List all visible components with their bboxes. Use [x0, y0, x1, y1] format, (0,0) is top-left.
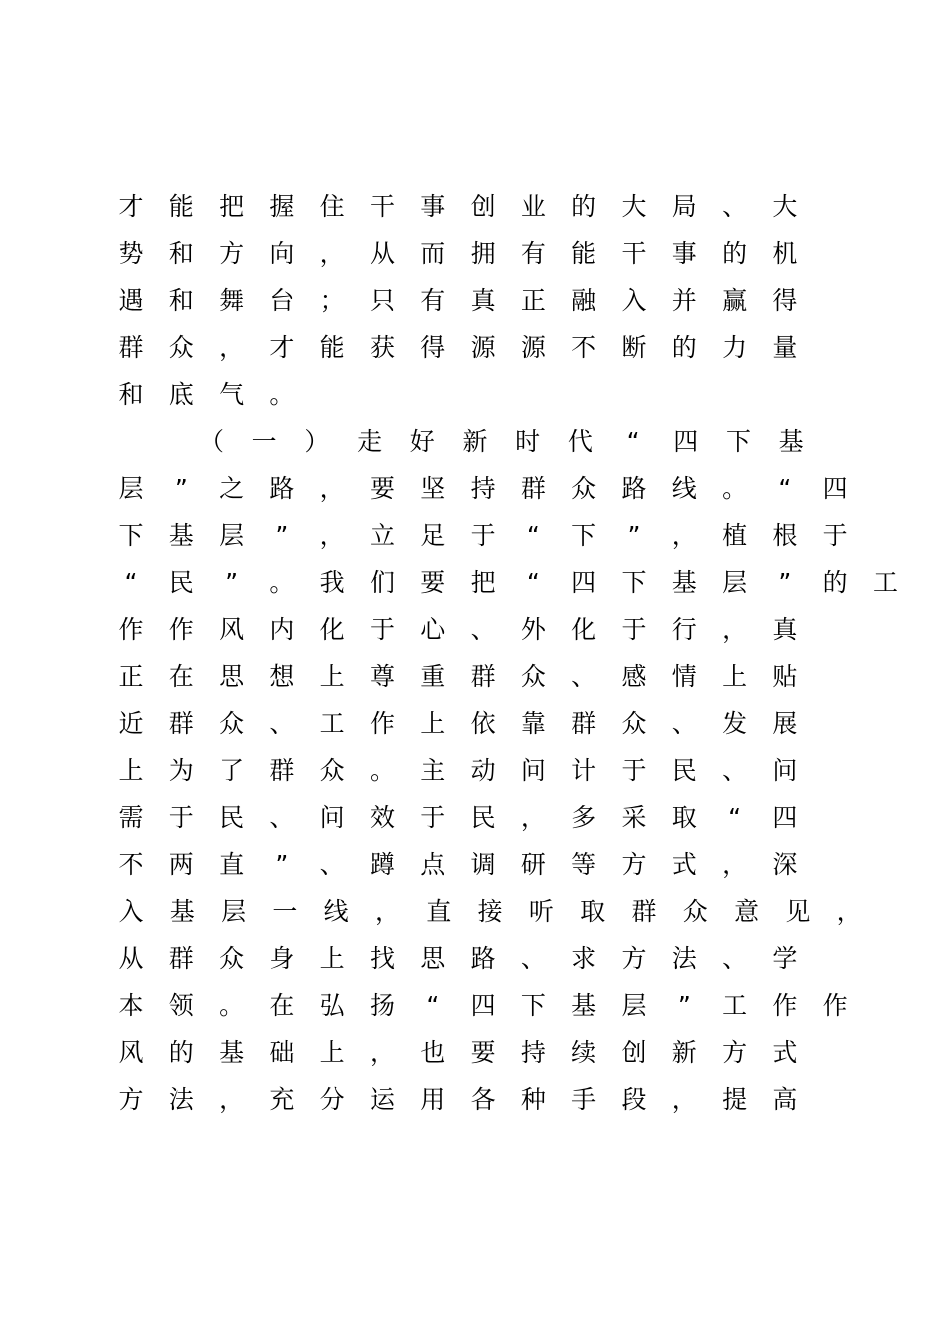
glyph: 充	[269, 1085, 295, 1114]
text-line	[0, 559, 950, 606]
glyph: 干	[621, 239, 647, 268]
glyph: 风	[219, 615, 245, 644]
glyph: 于	[621, 756, 647, 785]
glyph: 从	[118, 944, 144, 973]
glyph: 听	[528, 897, 554, 926]
glyph: 基	[169, 897, 195, 926]
glyph: ”	[225, 568, 239, 597]
glyph: 在	[168, 662, 194, 691]
glyph: ，	[219, 1085, 245, 1114]
text-line	[0, 653, 950, 700]
glyph: ”	[627, 521, 641, 550]
glyph: ，	[219, 333, 245, 362]
glyph: 正	[118, 662, 144, 691]
glyph: 领	[168, 991, 194, 1020]
text-line	[0, 700, 950, 747]
glyph: 于	[822, 521, 848, 550]
text-line	[0, 230, 950, 277]
text-line	[0, 794, 950, 841]
glyph: 走	[357, 427, 383, 456]
glyph: 新	[462, 427, 488, 456]
glyph: 外	[520, 615, 546, 644]
glyph: 立	[369, 521, 395, 550]
glyph: ，	[319, 474, 345, 503]
glyph: 创	[621, 1038, 647, 1067]
glyph: 下	[571, 521, 597, 550]
glyph: 能	[319, 333, 345, 362]
glyph: 四	[673, 427, 699, 456]
glyph: ”	[778, 568, 792, 597]
glyph: 业	[520, 192, 546, 221]
glyph: 的	[168, 1038, 194, 1067]
glyph: 底	[168, 380, 194, 409]
glyph: 众	[319, 756, 345, 785]
glyph: “	[778, 474, 792, 503]
glyph: 层	[621, 991, 647, 1020]
glyph: 能	[168, 192, 194, 221]
glyph: 。	[369, 756, 395, 785]
glyph: 路	[621, 474, 647, 503]
glyph: ，	[722, 615, 748, 644]
text-line	[0, 371, 950, 418]
glyph: 取	[580, 897, 606, 926]
glyph: ，	[319, 521, 345, 550]
glyph: 于	[369, 615, 395, 644]
glyph: 依	[470, 709, 496, 738]
glyph: 、	[722, 756, 748, 785]
glyph: 式	[671, 850, 697, 879]
glyph: “	[526, 568, 540, 597]
glyph: 要	[420, 568, 446, 597]
glyph: 的	[671, 333, 697, 362]
glyph: 提	[722, 1085, 748, 1114]
glyph: 舞	[219, 286, 245, 315]
glyph: 创	[470, 192, 496, 221]
glyph: 下	[118, 521, 144, 550]
glyph: 得	[420, 333, 446, 362]
text-line	[0, 324, 950, 371]
glyph: 。	[722, 474, 748, 503]
glyph: 见	[785, 897, 811, 926]
glyph: 工	[319, 709, 345, 738]
glyph: 线	[323, 897, 349, 926]
glyph: 。	[269, 380, 295, 409]
glyph: 层	[722, 568, 748, 597]
glyph: 种	[520, 1085, 546, 1114]
glyph: 方	[621, 944, 647, 973]
glyph: 基	[778, 427, 804, 456]
glyph: 尊	[369, 662, 395, 691]
glyph: 法	[671, 944, 697, 973]
glyph: 四	[571, 568, 597, 597]
glyph: 四	[822, 474, 848, 503]
glyph: ，	[369, 1038, 395, 1067]
glyph: ，	[836, 897, 862, 926]
glyph: 民	[671, 756, 697, 785]
glyph: “	[728, 803, 742, 832]
glyph: 真	[772, 615, 798, 644]
glyph: 和	[118, 380, 144, 409]
text-line	[0, 606, 950, 653]
glyph: “	[526, 521, 540, 550]
glyph: 源	[520, 333, 546, 362]
glyph: 方	[621, 850, 647, 879]
text-line	[0, 982, 950, 1029]
glyph: 于	[621, 615, 647, 644]
text-line	[0, 888, 950, 935]
glyph: 和	[168, 286, 194, 315]
glyph: 行	[671, 615, 697, 644]
glyph: 路	[269, 474, 295, 503]
glyph: 、	[470, 615, 496, 644]
glyph: 式	[772, 1038, 798, 1067]
glyph: 层	[118, 474, 144, 503]
glyph: 的	[571, 192, 597, 221]
glyph: 力	[722, 333, 748, 362]
glyph: 近	[118, 709, 144, 738]
glyph: 势	[118, 239, 144, 268]
text-line	[0, 183, 950, 230]
glyph: 有	[520, 239, 546, 268]
glyph: 直	[426, 897, 452, 926]
glyph: 民	[168, 568, 194, 597]
glyph: 众	[571, 474, 597, 503]
text-line	[0, 277, 950, 324]
glyph: 身	[269, 944, 295, 973]
glyph: 深	[772, 850, 798, 879]
glyph: 要	[470, 1038, 496, 1067]
glyph: 作	[772, 991, 798, 1020]
glyph: 把	[470, 568, 496, 597]
glyph: 众	[219, 944, 245, 973]
glyph: 入	[621, 286, 647, 315]
glyph: 贴	[772, 662, 798, 691]
glyph: 群	[520, 474, 546, 503]
glyph: 上	[722, 662, 748, 691]
glyph: 群	[571, 709, 597, 738]
glyph: 在	[269, 991, 295, 1020]
text-line	[0, 747, 950, 794]
glyph: 作	[369, 709, 395, 738]
glyph: 上	[319, 1038, 345, 1067]
glyph: 、	[722, 192, 748, 221]
glyph: 众	[520, 662, 546, 691]
glyph: 高	[772, 1085, 798, 1114]
glyph: 下	[520, 991, 546, 1020]
glyph: 思	[219, 662, 245, 691]
glyph: 础	[269, 1038, 295, 1067]
glyph: 四	[772, 803, 798, 832]
glyph: 作	[118, 615, 144, 644]
glyph: 大	[621, 192, 647, 221]
glyph: 事	[420, 192, 446, 221]
glyph: 一	[272, 897, 298, 926]
text-line	[0, 465, 950, 512]
glyph: 等	[571, 850, 597, 879]
glyph: 时	[515, 427, 541, 456]
glyph: ；	[319, 286, 345, 315]
glyph: “	[426, 991, 440, 1020]
glyph: 。	[269, 568, 295, 597]
glyph: 持	[470, 474, 496, 503]
glyph: 能	[571, 239, 597, 268]
glyph: 而	[420, 239, 446, 268]
glyph: 群	[118, 333, 144, 362]
glyph: 根	[772, 521, 798, 550]
glyph: 求	[571, 944, 597, 973]
glyph: 、	[571, 662, 597, 691]
glyph: 下	[621, 568, 647, 597]
glyph: 作	[168, 615, 194, 644]
glyph: ”	[677, 991, 691, 1020]
glyph: 基	[671, 568, 697, 597]
glyph: 持	[520, 1038, 546, 1067]
glyph: 、	[520, 944, 546, 973]
glyph: 方	[722, 1038, 748, 1067]
glyph: 取	[671, 803, 697, 832]
glyph: 扬	[369, 991, 395, 1020]
glyph: 两	[168, 850, 194, 879]
glyph: 、	[722, 944, 748, 973]
text-line	[0, 1029, 950, 1076]
glyph: 的	[722, 239, 748, 268]
glyph: 主	[420, 756, 446, 785]
glyph: 想	[269, 662, 295, 691]
glyph: 计	[571, 756, 597, 785]
glyph: 干	[369, 192, 395, 221]
glyph: 续	[571, 1038, 597, 1067]
glyph: 层	[219, 521, 245, 550]
glyph: 把	[219, 192, 245, 221]
glyph: 不	[571, 333, 597, 362]
glyph: 上	[420, 709, 446, 738]
glyph: 从	[369, 239, 395, 268]
glyph: 需	[118, 803, 144, 832]
glyph: 要	[369, 474, 395, 503]
glyph: 问	[772, 756, 798, 785]
glyph: 入	[118, 897, 144, 926]
glyph: 只	[369, 286, 395, 315]
glyph: 本	[118, 991, 144, 1020]
glyph: 运	[369, 1085, 395, 1114]
glyph: 气	[219, 380, 245, 409]
glyph: 台	[269, 286, 295, 315]
glyph: 情	[671, 662, 697, 691]
glyph: ”	[275, 521, 289, 550]
glyph: 手	[571, 1085, 597, 1114]
glyph: 弘	[319, 991, 345, 1020]
glyph: 、	[671, 709, 697, 738]
glyph: 一	[251, 427, 277, 456]
glyph: 分	[319, 1085, 345, 1114]
glyph: 群	[168, 709, 194, 738]
glyph: （	[198, 427, 224, 456]
glyph: ，	[374, 897, 400, 926]
glyph: 于	[470, 521, 496, 550]
glyph: 我	[319, 568, 345, 597]
glyph: 群	[168, 944, 194, 973]
glyph: 问	[319, 803, 345, 832]
glyph: 路	[470, 944, 496, 973]
glyph: 上	[118, 756, 144, 785]
glyph: 局	[671, 192, 697, 221]
glyph: 化	[571, 615, 597, 644]
glyph: 展	[772, 709, 798, 738]
glyph: ”	[174, 474, 188, 503]
glyph: 用	[420, 1085, 446, 1114]
glyph: 真	[470, 286, 496, 315]
glyph: 有	[420, 286, 446, 315]
glyph: 赢	[722, 286, 748, 315]
glyph: 量	[772, 333, 798, 362]
glyph: 才	[118, 192, 144, 221]
glyph: 内	[269, 615, 295, 644]
glyph: 段	[621, 1085, 647, 1114]
glyph: 多	[571, 803, 597, 832]
glyph: “	[626, 427, 640, 456]
glyph: 握	[269, 192, 295, 221]
glyph: ，	[319, 239, 345, 268]
glyph: 发	[722, 709, 748, 738]
glyph: 点	[420, 850, 446, 879]
glyph: 民	[470, 803, 496, 832]
glyph: 众	[219, 709, 245, 738]
glyph: 法	[168, 1085, 194, 1114]
glyph: 向	[269, 239, 295, 268]
glyph: 并	[671, 286, 697, 315]
glyph: 问	[520, 756, 546, 785]
glyph: 接	[477, 897, 503, 926]
glyph: 动	[470, 756, 496, 785]
glyph: 线	[671, 474, 697, 503]
glyph: 研	[520, 850, 546, 879]
glyph: 和	[168, 239, 194, 268]
glyph: 融	[571, 286, 597, 315]
glyph: 方	[118, 1085, 144, 1114]
glyph: 正	[520, 286, 546, 315]
glyph: 下	[725, 427, 751, 456]
text-line	[0, 1076, 950, 1123]
glyph: 大	[772, 192, 798, 221]
glyph: 心	[420, 615, 446, 644]
glyph: 上	[319, 944, 345, 973]
glyph: 得	[772, 286, 798, 315]
glyph: 思	[420, 944, 446, 973]
glyph: 才	[269, 333, 295, 362]
glyph: ，	[671, 1085, 697, 1114]
glyph: 不	[118, 850, 144, 879]
text-line	[0, 512, 950, 559]
glyph: 找	[369, 944, 395, 973]
glyph: 工	[722, 991, 748, 1020]
glyph: 于	[168, 803, 194, 832]
glyph: ，	[722, 850, 748, 879]
glyph: 植	[722, 521, 748, 550]
glyph: 各	[470, 1085, 496, 1114]
glyph: 直	[219, 850, 245, 879]
glyph: 新	[671, 1038, 697, 1067]
glyph: 感	[621, 662, 647, 691]
glyph: 作	[822, 991, 848, 1020]
glyph: 坚	[420, 474, 446, 503]
glyph: ）	[304, 427, 330, 456]
glyph: 方	[219, 239, 245, 268]
glyph: ”	[275, 850, 289, 879]
glyph: 靠	[520, 709, 546, 738]
glyph: 的	[822, 568, 848, 597]
glyph: 层	[221, 897, 247, 926]
glyph: 。	[219, 991, 245, 1020]
glyph: 住	[319, 192, 345, 221]
glyph: 足	[420, 521, 446, 550]
glyph: 基	[168, 521, 194, 550]
text-line	[0, 841, 950, 888]
glyph: ，	[520, 803, 546, 832]
glyph: 众	[621, 709, 647, 738]
glyph: 工	[872, 568, 898, 597]
glyph: 代	[567, 427, 593, 456]
glyph: 调	[470, 850, 496, 879]
text-line	[0, 935, 950, 982]
glyph: 断	[621, 333, 647, 362]
glyph: 四	[470, 991, 496, 1020]
glyph: 机	[772, 239, 798, 268]
glyph: 也	[420, 1038, 446, 1067]
glyph: 众	[682, 897, 708, 926]
glyph: 事	[671, 239, 697, 268]
glyph: 基	[571, 991, 597, 1020]
glyph: 们	[369, 568, 395, 597]
glyph: 意	[734, 897, 760, 926]
glyph: 、	[269, 709, 295, 738]
glyph: 、	[269, 803, 295, 832]
glyph: 、	[319, 850, 345, 879]
glyph: 之	[219, 474, 245, 503]
glyph: 学	[772, 944, 798, 973]
glyph: 上	[319, 662, 345, 691]
glyph: 民	[219, 803, 245, 832]
glyph: 遇	[118, 286, 144, 315]
glyph: 群	[470, 662, 496, 691]
glyph: 众	[168, 333, 194, 362]
glyph: 获	[369, 333, 395, 362]
glyph: 群	[269, 756, 295, 785]
glyph: 化	[319, 615, 345, 644]
glyph: 风	[118, 1038, 144, 1067]
glyph: 采	[621, 803, 647, 832]
glyph: 效	[369, 803, 395, 832]
glyph: ，	[671, 521, 697, 550]
glyph: 群	[631, 897, 657, 926]
glyph: “	[124, 568, 138, 597]
glyph: 拥	[470, 239, 496, 268]
glyph: 好	[409, 427, 435, 456]
glyph: 蹲	[369, 850, 395, 879]
glyph: 了	[219, 756, 245, 785]
glyph: 为	[168, 756, 194, 785]
glyph: 基	[219, 1038, 245, 1067]
glyph: 源	[470, 333, 496, 362]
text-line	[0, 418, 950, 465]
glyph: 于	[420, 803, 446, 832]
glyph: 重	[420, 662, 446, 691]
